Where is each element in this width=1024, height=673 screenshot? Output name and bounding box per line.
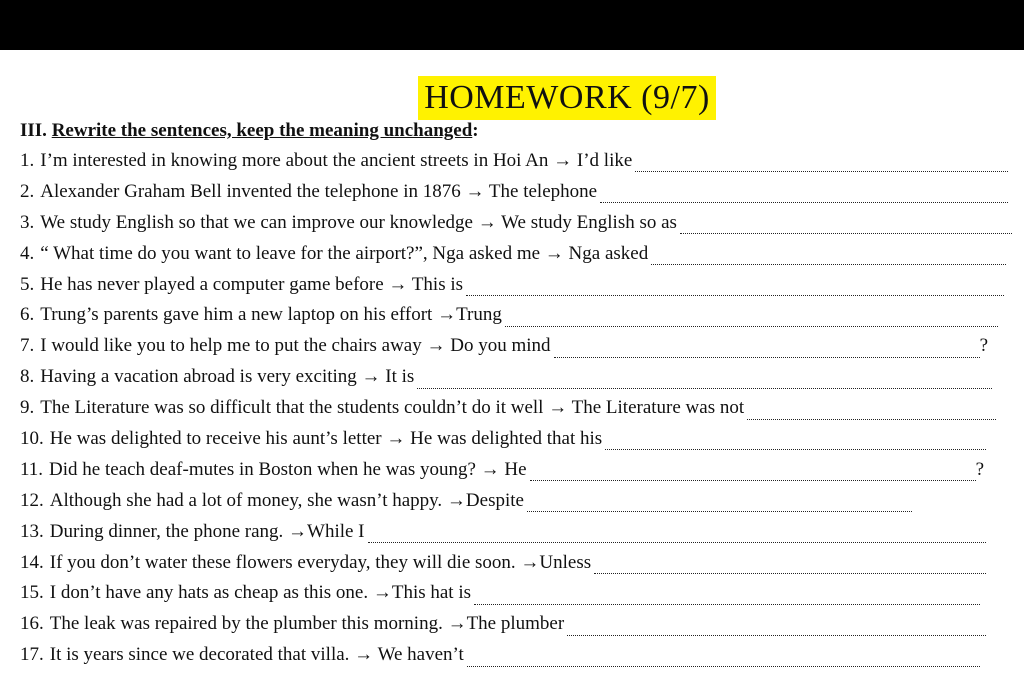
exercise-number: 6.: [20, 304, 35, 326]
exercise-item: [20, 363, 1020, 394]
exercise-number: 3.: [20, 211, 35, 233]
exercise-number: 7.: [20, 335, 35, 357]
answer-blank[interactable]: [594, 558, 986, 574]
exercise-sentence: If you don’t water these flowers everyday, they will die soon. →Unless: [49, 551, 592, 573]
exercise-item: [20, 301, 1020, 332]
section-heading: [20, 120, 479, 142]
answer-blank[interactable]: [651, 249, 1006, 265]
exercise-sentence: Although she had a lot of money, she wasn’t happy. →Despite: [49, 489, 524, 511]
exercise-number: 10.: [20, 428, 44, 450]
section-colon: :: [472, 120, 479, 141]
exercise-number: 2.: [20, 180, 35, 202]
answer-blank[interactable]: [747, 404, 996, 420]
exercise-sentence: I don’t have any hats as cheap as this one. →This hat is: [49, 582, 471, 604]
answer-blank[interactable]: [680, 218, 1012, 234]
exercise-item: [20, 518, 1020, 549]
exercise-item: [20, 394, 1020, 425]
exercise-sentence: Did he teach deaf-mutes in Boston when he was young? → He: [49, 458, 527, 480]
exercise-item: [20, 240, 1020, 271]
answer-blank[interactable]: [605, 434, 986, 450]
exercise-number: 4.: [20, 242, 35, 264]
exercise-suffix: ?: [975, 458, 984, 480]
exercise-sentence: He has never played a computer game before → This is: [40, 273, 464, 295]
exercise-number: 16.: [20, 613, 44, 635]
exercise-item: [20, 487, 1020, 518]
exercise-sentence: “ What time do you want to leave for the airport?”, Nga asked me → Nga asked: [40, 242, 649, 264]
exercise-number: 13.: [20, 520, 44, 542]
answer-blank[interactable]: [635, 156, 1008, 172]
answer-blank[interactable]: [368, 527, 986, 543]
exercise-sentence: He was delighted to receive his aunt’s letter → He was delighted that his: [49, 428, 603, 450]
top-black-bar: [0, 0, 1024, 50]
exercise-item: [20, 332, 1020, 363]
exercise-item: [20, 641, 1020, 672]
exercise-item: [20, 147, 1020, 178]
exercise-number: 14.: [20, 551, 44, 573]
exercise-sentence: The leak was repaired by the plumber this morning. →The plumber: [49, 613, 565, 635]
answer-blank[interactable]: [466, 280, 1004, 296]
exercise-sentence: The Literature was so difficult that the students couldn’t do it well → The Literature was not: [40, 397, 745, 419]
exercise-number: 8.: [20, 366, 35, 388]
answer-blank[interactable]: [600, 187, 1008, 203]
title-wrap: [0, 76, 1024, 120]
answer-blank[interactable]: [530, 465, 976, 481]
answer-blank[interactable]: [417, 373, 992, 389]
exercise-number: 1.: [20, 150, 35, 171]
exercise-item: [20, 271, 1020, 302]
exercise-item: [20, 610, 1020, 641]
page-title: HOMEWORK (9/7): [418, 76, 716, 120]
answer-blank[interactable]: [567, 620, 986, 636]
exercise-item: [20, 549, 1020, 580]
exercise-list: [20, 147, 1020, 672]
answer-blank[interactable]: [474, 589, 980, 605]
exercise-item: [20, 178, 1020, 209]
exercise-item: [20, 209, 1020, 240]
section-instruction: Rewrite the sentences, keep the meaning unchanged: [51, 120, 473, 141]
answer-blank[interactable]: [554, 342, 980, 358]
exercise-sentence: Alexander Graham Bell invented the telephone in 1876 → The telephone: [40, 180, 598, 202]
exercise-sentence: We study English so that we can improve our knowledge → We study English so as: [40, 211, 677, 233]
exercise-suffix: ?: [979, 335, 988, 357]
answer-blank[interactable]: [505, 311, 998, 327]
exercise-number: 15.: [20, 582, 44, 604]
exercise-item: [20, 425, 1020, 456]
exercise-sentence: Trung’s parents gave him a new laptop on his effort →Trung: [40, 304, 502, 326]
section-roman: III.: [20, 120, 47, 141]
exercise-sentence: Having a vacation abroad is very exciting → It is: [40, 366, 415, 388]
exercise-sentence: During dinner, the phone rang. →While I: [49, 520, 365, 542]
exercise-number: 5.: [20, 273, 35, 295]
exercise-sentence: I would like you to help me to put the chairs away → Do you mind: [40, 335, 551, 357]
exercise-sentence: I’m interested in knowing more about the ancient streets in Hoi An → I’d like: [40, 150, 633, 171]
exercise-sentence: It is years since we decorated that villa. → We haven’t: [49, 644, 464, 666]
exercise-number: 12.: [20, 489, 44, 511]
answer-blank[interactable]: [467, 651, 980, 667]
exercise-item: [20, 579, 1020, 610]
exercise-item: [20, 456, 1020, 487]
exercise-number: 9.: [20, 397, 35, 419]
exercise-number: 17.: [20, 644, 44, 666]
answer-blank[interactable]: [527, 496, 912, 512]
exercise-number: 11.: [20, 458, 44, 480]
